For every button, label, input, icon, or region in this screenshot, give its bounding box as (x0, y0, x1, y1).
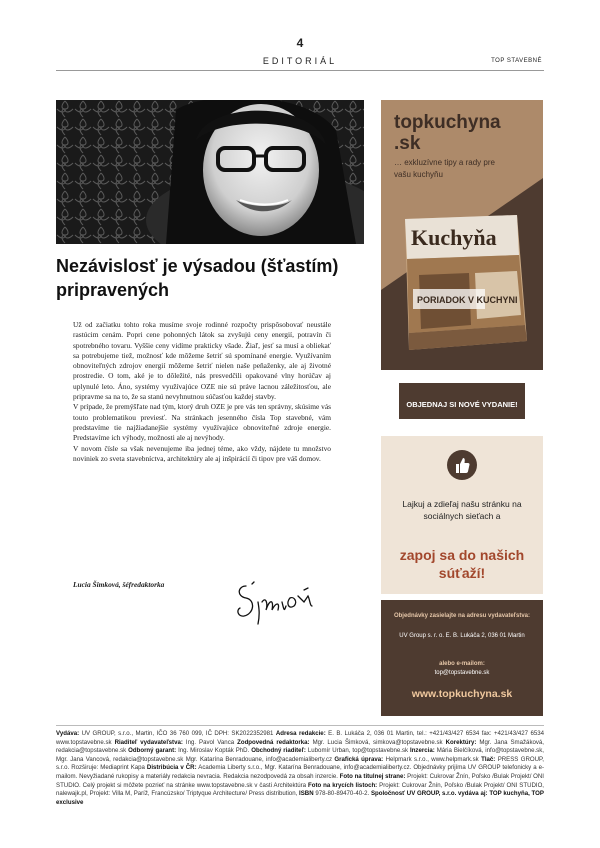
imprint-text: Mgr. Lucia Šimková, simkova@topstavebne.sk (309, 738, 446, 746)
ad-brand: topkuchyna .sk (394, 112, 501, 154)
orders-address: UV Group s. r. o. E. B. Lukáča 2, 036 01 Martin (399, 633, 525, 639)
website-link[interactable]: www.topkuchyna.sk (411, 688, 513, 700)
order-issue-button[interactable]: OBJEDNAJ SI NOVÉ VYDANIE! (399, 383, 525, 419)
section-title: EDITORIÁL (262, 56, 338, 66)
imprint-text: Helpmark s.r.o., www.helpmark.sk (383, 755, 482, 763)
imprint-label: Odborný garant: (128, 747, 177, 755)
contest-cta: zapoj sa do našich súťaží! (399, 547, 525, 581)
ad-header-panel (381, 100, 543, 370)
cover-headline: PORIADOK V KUCHYNI (417, 295, 518, 305)
cover-title: Kuchyňa (411, 225, 497, 250)
paragraph: Už od začiatku tohto roka musíme svoje rodinné rozpočty prispôsobovať neustále rastúcim cenám. Popri cene pohonných látok sa zvyšujú ceny energií, potravín či spotrebného tovaru. Vyššie ceny vidíme prakticky všade. Žiaľ, jesť sa musí a obliekať sa potrebujeme tiež, možnosť kde môžeme šetriť sú spomínané energie. Využívaním obnoviteľných zdrojov energií môžeme šetriť nielen naše peňaženky, ale aj životné prostredie. O tom, aké je to dôležité, nás presvedčili opakované vlny horúčav aj uplynulé leto. Áno, systémy využívajúce OZE nie sú práve lacnou záležitosťou, ale pripravme sa na to, že sa stanú nevyhnutnou súčasťou každej stavby. (73, 320, 331, 402)
imprint-text: Projekt: Cukrovar Žnín, Poľsko /Bulak Projekt/ ONI STUDIO. Celý projekt si môžete pozrieť na stránke www.topstavebne.sk v časti Architektúra (56, 772, 544, 789)
paragraph: V novom čísle sa však nevenujeme iba jednej téme, ako vždy, nájdete tu množstvo noviniek zo sveta stavebníctva, architektúry ale aj inšpirácií či tipov pre váš domov. (73, 443, 331, 463)
imprint (56, 730, 544, 807)
magazine-label: TOP STAVEBNÉ (491, 58, 542, 64)
imprint-text: Ing. Miroslav Kopták PhD. (176, 747, 252, 755)
editorial-body (73, 320, 331, 464)
social-text: Lajkuj a zdieľaj našu stránku na sociálnych sieťach a (402, 499, 522, 521)
orders-or-label: alebo e-mailom: (439, 661, 485, 667)
author-signature-line: Lucia Šimková, šéfredaktorka (73, 580, 165, 589)
imprint-label: Tlač: (481, 755, 496, 763)
imprint-label: Foto na titulnej strane: (339, 772, 406, 780)
thumbs-up-icon (447, 450, 477, 480)
imprint-label: Spoločnosť UV GROUP, s.r.o. vydáva aj: TOP kuchyňa, TOP exclusive (56, 790, 544, 806)
imprint-text: 978-80-89470-40-2. (313, 790, 371, 798)
orders-heading: Objednávky zasielajte na adresu vydavateľstva: (393, 613, 531, 619)
imprint-text: Lubomír Urban, top@topstavebne.sk (305, 747, 411, 755)
page-number: 4 (296, 36, 304, 50)
imprint-label: Riaditeľ vydavateľstva: (114, 738, 183, 746)
imprint-label: Zodpovedná redaktorka: (237, 738, 310, 746)
handwritten-signature (232, 580, 322, 636)
imprint-label: ISBN (299, 790, 314, 798)
orders-email-link[interactable]: top@topstavebne.sk (434, 670, 490, 676)
imprint-text: PRESS GROUP, s.r.o. Rozširuje: Mediaprint Kapa (56, 755, 544, 772)
imprint-label: Foto na krycích listoch: (308, 781, 378, 789)
topkuchyna-advert (381, 100, 543, 716)
paragraph: V prípade, že premýšľate nad tým, ktorý druh OZE je pre vás ten správny, skúsime vás touto problematikou previesť. Na stránkach jesenného čísla Top stavebné, vám predstavíme tie najžiadanejšie systémy využívajúce obnoviteľné zdroje energie. Predstavíme ich výhody, možnosti ale aj nevýhody. (73, 402, 331, 443)
header-divider (56, 70, 544, 71)
ad-orders-panel (381, 600, 543, 716)
imprint-label: Inzercia: (410, 747, 435, 755)
imprint-text: E. B. Lukáča 2, 036 01 Martin, tel.: +421/43/427 6534 fax: +421/43/427 6534 www.topstavebne.sk (56, 730, 545, 746)
imprint-text: Ing. Pavol Vanca (182, 738, 238, 746)
imprint-label: Adresa redakcie: (275, 730, 326, 737)
imprint-label: Grafická úprava: (334, 755, 384, 763)
imprint-text: UV GROUP, s.r.o., Martin, IČO 36 760 099, IČ DPH: SK2022352981 (79, 730, 276, 737)
imprint-label: Distribúcia v ČR: (146, 764, 197, 772)
editor-photo (56, 100, 364, 244)
imprint-text: Projekt: Cukrovar Žnín, Poľsko /Bulak Projekt/ ONI STUDIO, nalewajk.pl, Projekt: Villa M, Paríž, Francúzsko/ Triptyque Architecture/ Press distribution, (56, 781, 544, 798)
imprint-label: Obchodný riaditeľ: (251, 747, 306, 755)
imprint-text: Academia Liberty s.r.o., Mgr. Katarína Benradouane, info@academialiberty.cz. Objednávky prijíma UV GROUP telefonicky a e-mailom. Nevyžiadané rukopisy a materiály redakcia nevracia. Redakcia nezodpovedá za obsah inzercie. (56, 764, 544, 780)
imprint-label: Vydáva: (56, 730, 80, 737)
social-box (381, 436, 543, 594)
ad-tagline: … exkluzívne tipy a rady pre vašu kuchyňu (394, 158, 495, 179)
imprint-label: Korektúry: (445, 738, 477, 746)
editor-portrait-image (56, 100, 364, 244)
magazine-cover-image (399, 215, 527, 350)
editorial-headline: Nezávislosť je výsadou (šťastím) pripravených (56, 256, 339, 300)
imprint-text: Mária Bielčíková, info@topstavebne.sk, Mgr. Jana Vancová, redakcia@topstavebne.sk Mgr. Katarína Benradouane, info@academialiberty.cz (56, 747, 544, 763)
imprint-text: Mgr. Jana Smažáková, redakcia@topstavebne.sk (56, 738, 545, 755)
footer-divider (56, 725, 544, 726)
